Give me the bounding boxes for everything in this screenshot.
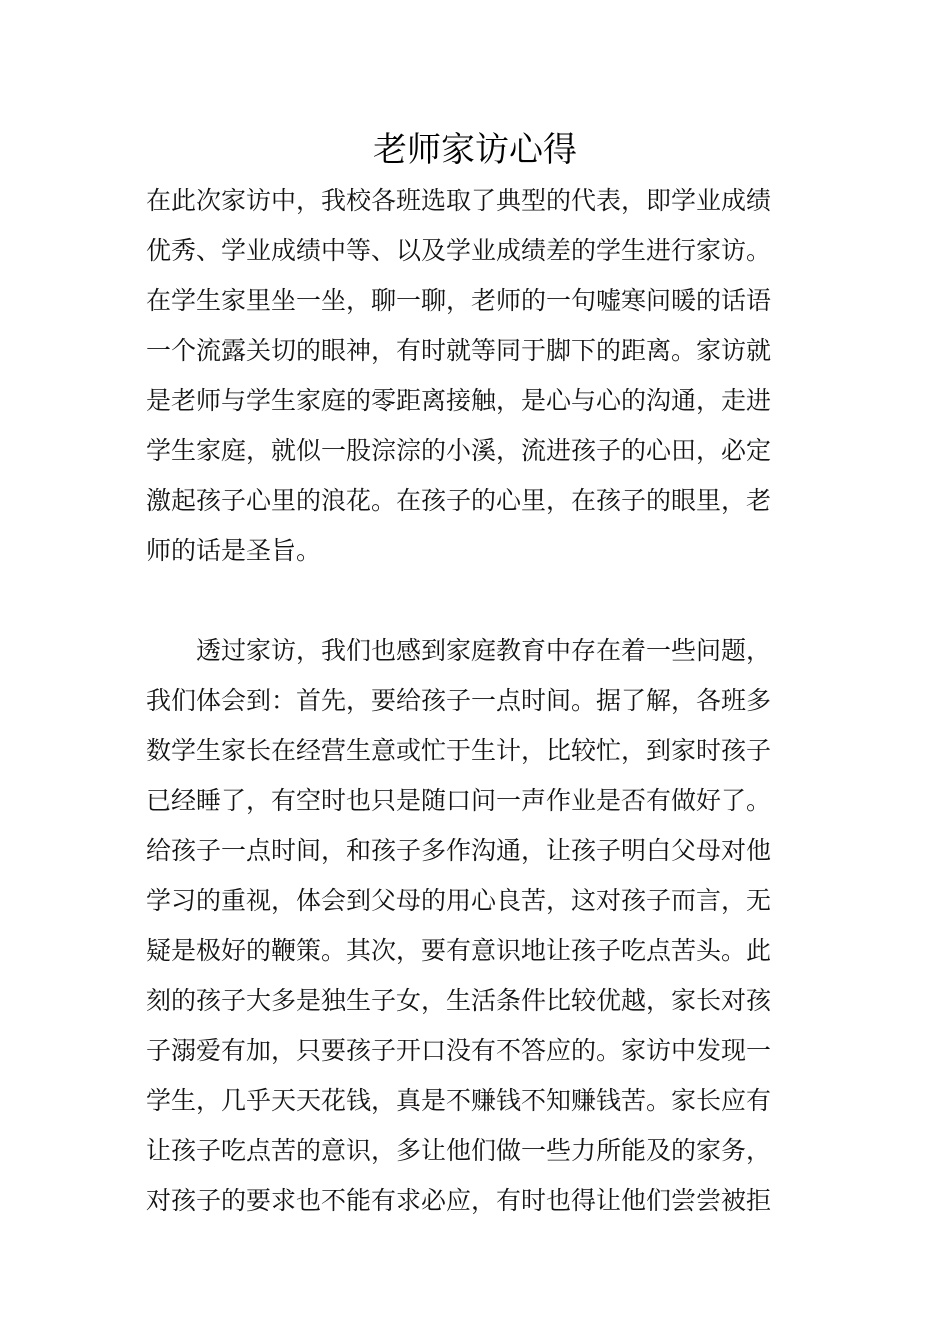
- document-title: 老师家访心得: [373, 130, 577, 170]
- paragraph-line: 学生，几乎天天花钱，真是不赚钱不知赚钱苦。家长应有: [146, 1086, 772, 1115]
- paragraph-line: 数学生家长在经营生意或忙于生计，比较忙，到家时孩子: [146, 736, 772, 765]
- paragraph-line: 让孩子吃点苦的意识，多让他们做一些力所能及的家务，: [146, 1136, 772, 1165]
- paragraph-1: [146, 176, 806, 576]
- paragraph-line: 师的话是圣旨。: [146, 536, 322, 565]
- paragraph-line: 在此次家访中，我校各班选取了典型的代表，即学业成绩: [146, 186, 772, 215]
- paragraph-line: 是老师与学生家庭的零距离接触，是心与心的沟通，走进: [146, 386, 772, 415]
- paragraph-line: 已经睡了，有空时也只是随口问一声作业是否有做好了。: [146, 786, 772, 815]
- paragraph-line: 对孩子的要求也不能有求必应，有时也得让他们尝尝被拒: [146, 1186, 772, 1215]
- paragraph-line: 我们体会到：首先，要给孩子一点时间。据了解，各班多: [146, 686, 772, 715]
- paragraph-line: 刻的孩子大多是独生子女，生活条件比较优越，家长对孩: [146, 986, 772, 1015]
- paragraph-line: 一个流露关切的眼神，有时就等同于脚下的距离。家访就: [146, 336, 772, 365]
- paragraph-line: 给孩子一点时间，和孩子多作沟通，让孩子明白父母对他: [146, 836, 772, 865]
- paragraph-line: 在学生家里坐一坐，聊一聊，老师的一句嘘寒问暖的话语: [146, 286, 772, 315]
- paragraph-line: 激起孩子心里的浪花。在孩子的心里，在孩子的眼里，老: [146, 486, 772, 515]
- paragraph-line: 透过家访，我们也感到家庭教育中存在着一些问题，: [196, 636, 772, 665]
- paragraph-line: 子溺爱有加，只要孩子开口没有不答应的。家访中发现一: [146, 1036, 772, 1065]
- paragraph-line: 学生家庭，就似一股淙淙的小溪，流进孩子的心田，必定: [146, 436, 772, 465]
- paragraph-line: 优秀、学业成绩中等、以及学业成绩差的学生进行家访。: [146, 236, 772, 265]
- paragraph-line: 疑是极好的鞭策。其次，要有意识地让孩子吃点苦头。此: [146, 936, 772, 965]
- paragraph-2: [146, 626, 806, 1226]
- paragraph-line: 学习的重视，体会到父母的用心良苦，这对孩子而言，无: [146, 886, 772, 915]
